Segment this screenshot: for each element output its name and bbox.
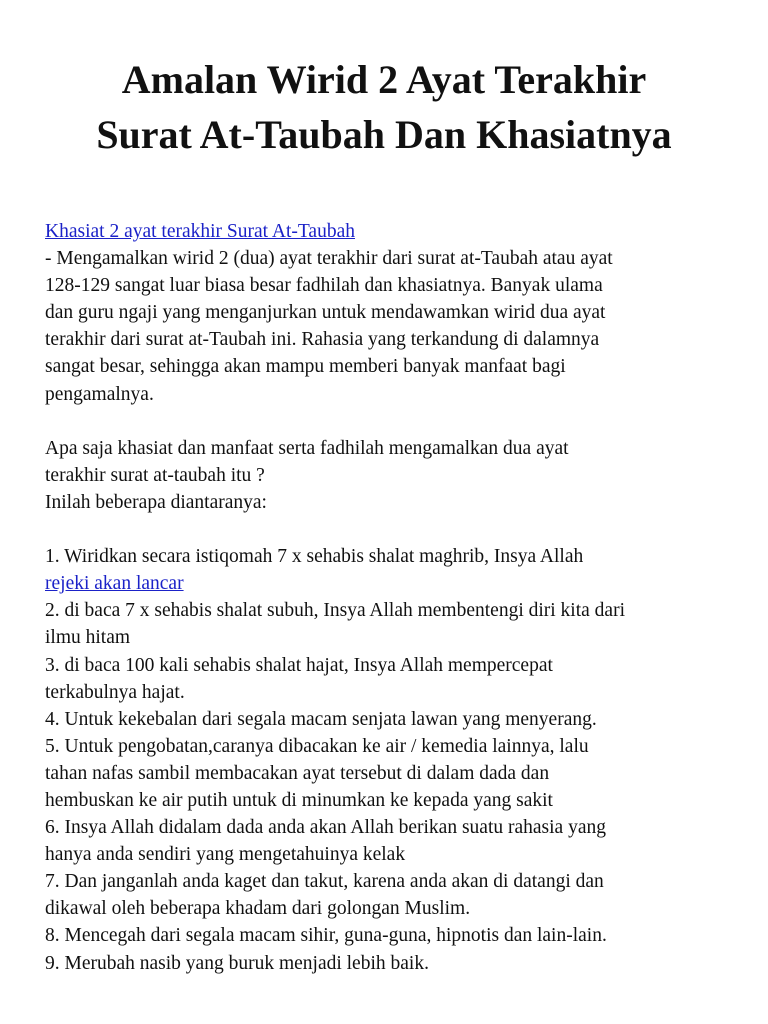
list-line: dikawal oleh beberapa khadam dari golongan Muslim. xyxy=(45,898,471,920)
intro-line: - Mengamalkan wirid 2 (dua) ayat terakhir dari surat at-Taubah atau ayat xyxy=(45,248,613,270)
khasiat-heading-link[interactable]: Khasiat 2 ayat terakhir Surat At-Taubah xyxy=(45,221,355,242)
title-line-2: Surat At-Taubah Dan Khasiatnya xyxy=(96,112,672,157)
intro-line: dan guru ngaji yang menganjurkan untuk mendawamkan wirid dua ayat xyxy=(45,302,606,324)
list-line: 9. Merubah nasib yang buruk menjadi lebih baik. xyxy=(45,952,429,974)
list-line: tahan nafas sambil membacakan ayat tersebut di dalam dada dan xyxy=(45,762,550,784)
list-line: terkabulnya hajat. xyxy=(45,681,185,703)
rejeki-link[interactable]: rejeki akan lancar xyxy=(45,573,184,595)
document-body xyxy=(45,218,745,977)
paragraph-gap xyxy=(45,408,745,435)
list-line: 8. Mencegah dari segala macam sihir, guna-guna, hipnotis dan lain-lain. xyxy=(45,925,607,947)
intro-line: pengamalnya. xyxy=(45,383,154,405)
document-title xyxy=(20,52,748,162)
list-line: hanya anda sendiri yang mengetahuinya kelak xyxy=(45,844,406,866)
intro-line: sangat besar, sehingga akan mampu memberi banyak manfaat bagi xyxy=(45,356,566,378)
question-line: Apa saja khasiat dan manfaat serta fadhilah mengamalkan dua ayat xyxy=(45,437,569,459)
list-line: 6. Insya Allah didalam dada anda akan Allah berikan suatu rahasia yang xyxy=(45,817,606,839)
list-line: 3. di baca 100 kali sehabis shalat hajat, Insya Allah mempercepat xyxy=(45,654,553,676)
question-line: terakhir surat at-taubah itu ? xyxy=(45,464,265,486)
title-line-1: Amalan Wirid 2 Ayat Terakhir xyxy=(121,57,647,102)
list-line: hembuskan ke air putih untuk di minumkan ke kepada yang sakit xyxy=(45,789,553,811)
list-item-1: 1. Wiridkan secara istiqomah 7 x sehabis shalat maghrib, Insya Allah xyxy=(45,546,584,568)
paragraph-gap xyxy=(45,516,745,543)
list-line: 2. di baca 7 x sehabis shalat subuh, Insya Allah membentengi diri kita dari xyxy=(45,600,625,622)
question-line: Inilah beberapa diantaranya: xyxy=(45,491,267,513)
list-line: ilmu hitam xyxy=(45,627,131,649)
intro-line: 128-129 sangat luar biasa besar fadhilah dan khasiatnya. Banyak ulama xyxy=(45,275,603,297)
list-line: 5. Untuk pengobatan,caranya dibacakan ke air / kemedia lainnya, lalu xyxy=(45,735,589,757)
list-line: 4. Untuk kekebalan dari segala macam senjata lawan yang menyerang. xyxy=(45,708,597,730)
list-line: 7. Dan janganlah anda kaget dan takut, karena anda akan di datangi dan xyxy=(45,871,604,893)
intro-line: terakhir dari surat at-Taubah ini. Rahasia yang terkandung di dalamnya xyxy=(45,329,600,351)
